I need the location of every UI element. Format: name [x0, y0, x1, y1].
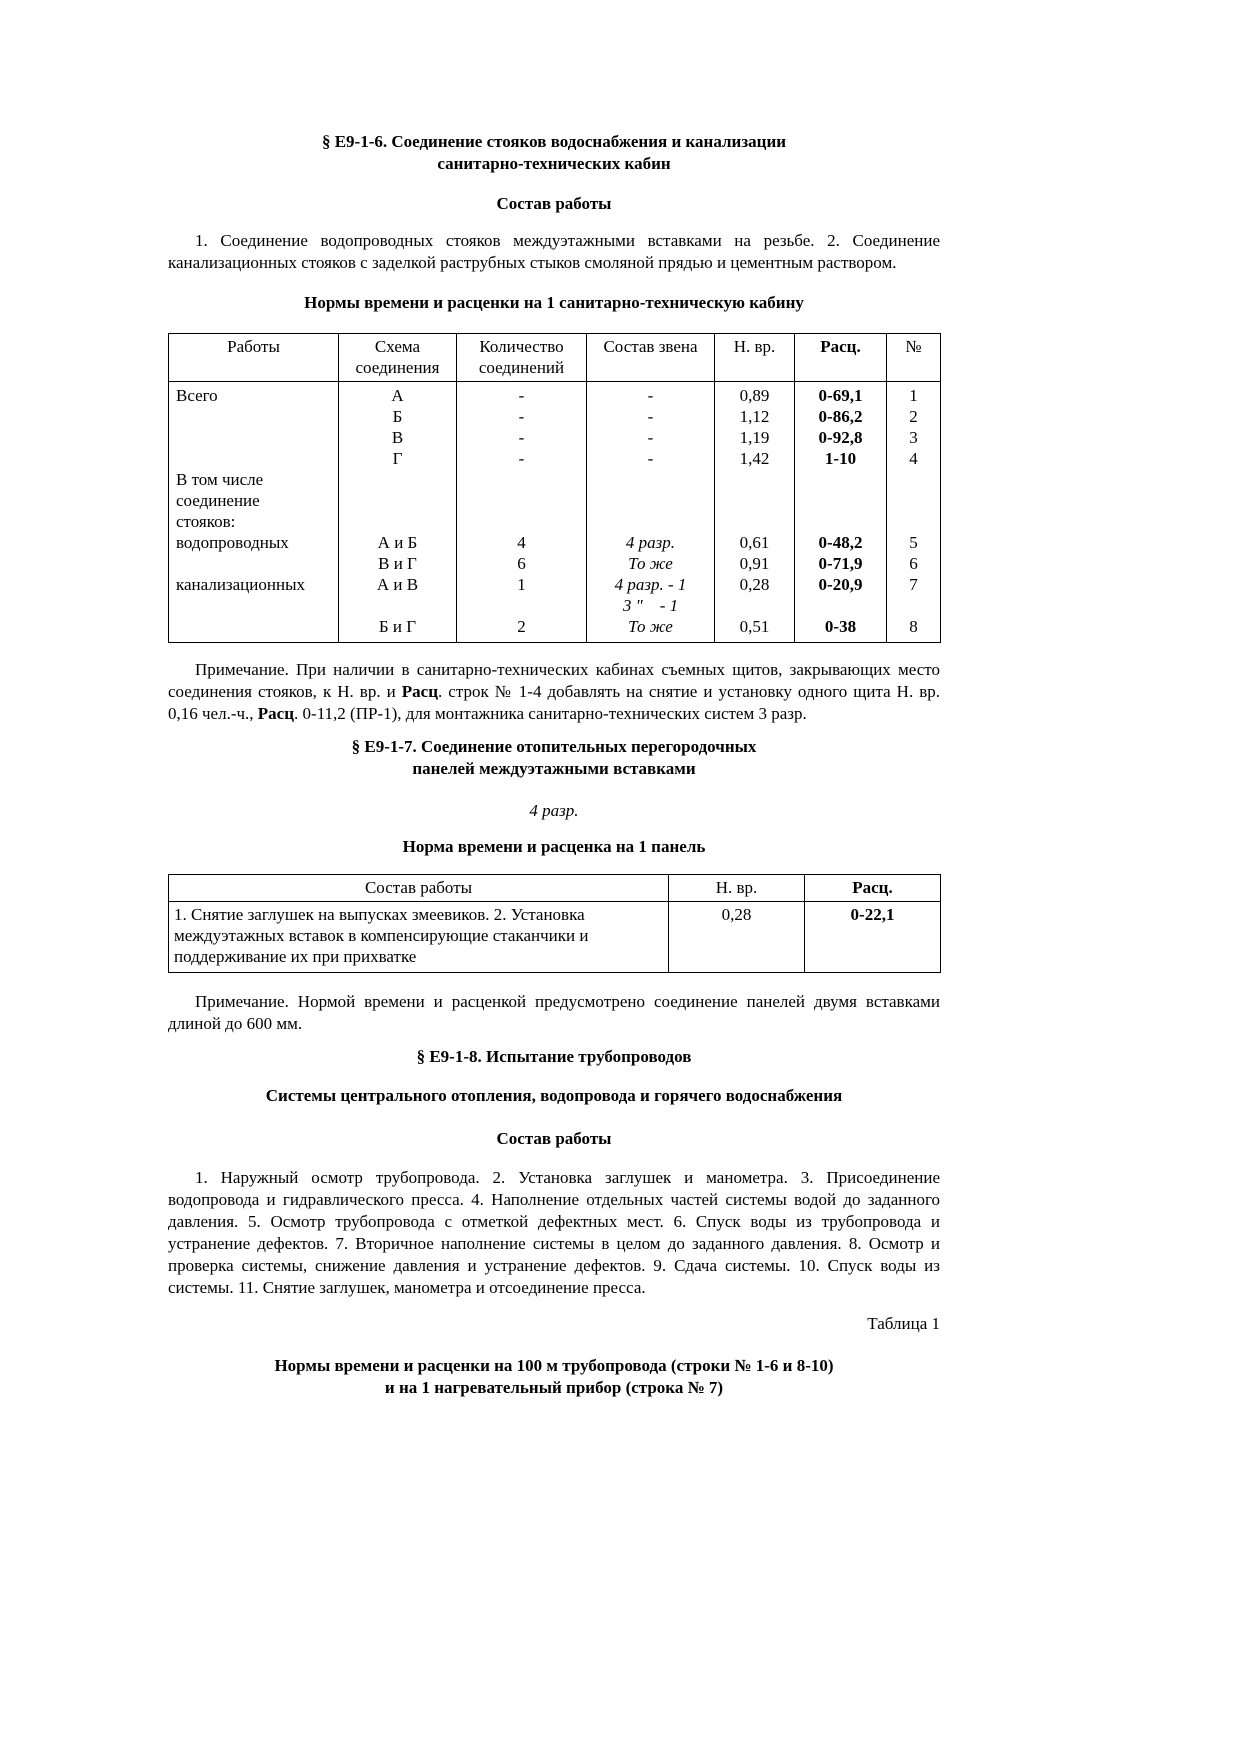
- table-row: [169, 406, 941, 427]
- table1-col-number: №: [887, 334, 941, 382]
- cell-connection-count: 1: [457, 574, 587, 595]
- section-e9-1-7-heading: [168, 736, 940, 780]
- table-row: [169, 553, 941, 574]
- cell-crew: [587, 490, 715, 511]
- cell-crew: 4 разр. - 1: [587, 574, 715, 595]
- cell-crew: [587, 469, 715, 490]
- cell-works: [169, 427, 339, 448]
- cell-rate: 0-38: [795, 616, 887, 643]
- cell-row-number: 4: [887, 448, 941, 469]
- cell-time-norm: 1,42: [715, 448, 795, 469]
- table1-col-scheme: Схема соединения: [339, 334, 457, 382]
- cell-works: стояков:: [169, 511, 339, 532]
- cell-crew: -: [587, 406, 715, 427]
- table-row: [169, 574, 941, 595]
- table1-col-connection-count: Количество соединений: [457, 334, 587, 382]
- cell-crew: [587, 511, 715, 532]
- cell-scheme: Г: [339, 448, 457, 469]
- cell-connection-count: 2: [457, 616, 587, 643]
- sec1-work-composition-paragraph: 1. Соединение водопроводных стояков междуэтажными вставками на резьбе. 2. Соединение канализационных стояков с заделкой раструбных стыков смоляной прядью и цементным раствором.: [168, 231, 940, 272]
- cell-connection-count: -: [457, 427, 587, 448]
- table1-col-time-norm: Н. вр.: [715, 334, 795, 382]
- cell-works: В том числе: [169, 469, 339, 490]
- cell-connection-count: 6: [457, 553, 587, 574]
- section-e9-1-6-heading-line-1: § Е9-1-6. Соединение стояков водоснабжения и канализации: [321, 132, 787, 151]
- cell-row-number: 6: [887, 553, 941, 574]
- cell-rate: 0-20,9: [795, 574, 887, 595]
- cell-scheme: [339, 511, 457, 532]
- cell-crew: -: [587, 427, 715, 448]
- table-row: [169, 595, 941, 616]
- section-e9-1-8-heading: § Е9-1-8. Испытание трубопроводов: [416, 1047, 692, 1066]
- table-row: [169, 616, 941, 643]
- cell-time-norm: 0,28: [669, 902, 805, 973]
- cell-row-number: 1: [887, 382, 941, 407]
- table2-col-rate: Расц.: [805, 875, 941, 902]
- table-row: [169, 511, 941, 532]
- cell-connection-count: -: [457, 448, 587, 469]
- cell-time-norm: 0,51: [715, 616, 795, 643]
- cell-crew: 3 " - 1: [587, 595, 715, 616]
- note-1-bold-rasc-1: Расц: [401, 682, 438, 701]
- cell-crew: 4 разр.: [587, 532, 715, 553]
- section-e9-1-6-heading-line-2: санитарно-технических кабин: [437, 154, 671, 173]
- table-row: [169, 490, 941, 511]
- cell-works: [169, 448, 339, 469]
- cell-row-number: [887, 490, 941, 511]
- cell-works: [169, 553, 339, 574]
- cell-time-norm: [715, 595, 795, 616]
- table1-body: [169, 382, 941, 643]
- cell-time-norm: 0,89: [715, 382, 795, 407]
- cell-works: Всего: [169, 382, 339, 407]
- table1-header-row: [169, 334, 941, 382]
- cell-row-number: [887, 511, 941, 532]
- cell-connection-count: 4: [457, 532, 587, 553]
- table1-col-crew: Состав звена: [587, 334, 715, 382]
- note-1-text-b: . строк № 1-4 добавлять на снятие и установку одного щита Н. вр. 0,16 чел.-ч.,: [168, 682, 940, 723]
- note-1-bold-rasc-2: Расц: [257, 704, 295, 723]
- norms-and-rates-table: [168, 333, 941, 643]
- cell-scheme: [339, 469, 457, 490]
- cell-connection-count: [457, 490, 587, 511]
- table-row: [169, 469, 941, 490]
- table2-header-row: [169, 875, 941, 902]
- cell-works: [169, 406, 339, 427]
- cell-works: канализационных: [169, 574, 339, 595]
- section-e9-1-7-heading-line-1: § Е9-1-7. Соединение отопительных перегородочных: [351, 737, 757, 756]
- cell-time-norm: [715, 469, 795, 490]
- cell-rate: 0-71,9: [795, 553, 887, 574]
- cell-crew: То же: [587, 553, 715, 574]
- cell-time-norm: 0,91: [715, 553, 795, 574]
- table-row: [169, 532, 941, 553]
- cell-crew: -: [587, 382, 715, 407]
- cell-row-number: 2: [887, 406, 941, 427]
- cell-rate: 0-69,1: [795, 382, 887, 407]
- cell-rate: 0-92,8: [795, 427, 887, 448]
- cell-rate: 0-48,2: [795, 532, 887, 553]
- table2-body: [169, 902, 941, 973]
- cell-row-number: 5: [887, 532, 941, 553]
- cell-connection-count: [457, 511, 587, 532]
- cell-works: [169, 616, 339, 643]
- table-row: [169, 382, 941, 407]
- cell-connection-count: -: [457, 382, 587, 407]
- next-table-heading-line-2: и на 1 нагревательный прибор (строка № 7): [384, 1378, 724, 1397]
- cell-scheme: В и Г: [339, 553, 457, 574]
- table2-col-time-norm: Н. вр.: [669, 875, 805, 902]
- cell-works: [169, 595, 339, 616]
- table2-title: Норма времени и расценка на 1 панель: [402, 837, 706, 856]
- sec2-razryad-label: 4 разр.: [529, 801, 579, 820]
- cell-crew: -: [587, 448, 715, 469]
- cell-row-number: 8: [887, 616, 941, 643]
- cell-rate: [795, 595, 887, 616]
- cell-time-norm: [715, 511, 795, 532]
- note-1-text-a: Примечание. При наличии в санитарно-технических кабинах съемных щитов, закрывающих место соединения стояков, к Н. вр. и: [168, 660, 940, 701]
- table1-title: Нормы времени и расценки на 1 санитарно-техническую кабину: [304, 293, 804, 312]
- cell-work-composition: 1. Снятие заглушек на выпусках змеевиков. 2. Установка междуэтажных вставок в компенсирующие стаканчики и поддерживание их при прихватке: [169, 902, 669, 973]
- cell-rate: 0-86,2: [795, 406, 887, 427]
- note-1-text-c: . 0-11,2 (ПР-1), для монтажника санитарно-технических систем 3 разр.: [294, 704, 807, 723]
- cell-rate: [795, 511, 887, 532]
- table-row: [169, 427, 941, 448]
- cell-rate: 1-10: [795, 448, 887, 469]
- table-row: [169, 902, 941, 973]
- cell-row-number: 7: [887, 574, 941, 595]
- cell-row-number: 3: [887, 427, 941, 448]
- note-2-paragraph: Примечание. Нормой времени и расценкой предусмотрено соединение панелей двумя вставками длиной до 600 мм.: [168, 992, 940, 1033]
- cell-rate: [795, 490, 887, 511]
- sec3-work-composition-heading: Состав работы: [496, 1129, 612, 1148]
- cell-crew: То же: [587, 616, 715, 643]
- cell-scheme: Б: [339, 406, 457, 427]
- sec3-work-composition-paragraph: 1. Наружный осмотр трубопровода. 2. Установка заглушек и манометра. 3. Присоединение водопровода и гидравлического пресса. 4. Наполнение отдельных частей системы водой до заданного давления. 5. Осмотр трубопровода с отметкой дефектных мест. 6. Спуск воды из трубопровода и устранение дефектов. 7. Вторичное наполнение системы в целом до заданного давления. 8. Осмотр и проверка системы, снижение давления и устранение дефектов. 9. Сдача системы. 10. Спуск воды из системы. 11. Снятие заглушек, манометра и отсоединение пресса.: [168, 1168, 940, 1297]
- table-1-label: Таблица 1: [867, 1314, 940, 1333]
- cell-scheme: [339, 595, 457, 616]
- cell-time-norm: 1,19: [715, 427, 795, 448]
- next-table-heading: [168, 1355, 940, 1399]
- section-e9-1-6-heading: [168, 131, 940, 175]
- cell-scheme: А и Б: [339, 532, 457, 553]
- cell-time-norm: [715, 490, 795, 511]
- cell-row-number: [887, 469, 941, 490]
- cell-row-number: [887, 595, 941, 616]
- cell-scheme: А: [339, 382, 457, 407]
- cell-works: соединение: [169, 490, 339, 511]
- next-table-heading-line-1: Нормы времени и расценки на 100 м трубопровода (строки № 1-6 и 8-10): [274, 1356, 834, 1375]
- note-1-paragraph: [168, 659, 940, 725]
- section-e9-1-7-heading-line-2: панелей междуэтажными вставками: [412, 759, 696, 778]
- cell-connection-count: -: [457, 406, 587, 427]
- cell-scheme: В: [339, 427, 457, 448]
- cell-connection-count: [457, 595, 587, 616]
- cell-works: водопроводных: [169, 532, 339, 553]
- table2-col-work-composition: Состав работы: [169, 875, 669, 902]
- table1-col-works: Работы: [169, 334, 339, 382]
- cell-scheme: А и В: [339, 574, 457, 595]
- panel-norm-table: [168, 874, 941, 973]
- table-row: [169, 448, 941, 469]
- cell-scheme: [339, 490, 457, 511]
- sec1-work-composition-heading: Состав работы: [496, 194, 612, 213]
- cell-time-norm: 1,12: [715, 406, 795, 427]
- table1-col-rate: Расц.: [795, 334, 887, 382]
- cell-connection-count: [457, 469, 587, 490]
- sec3-systems-subtitle: Системы центрального отопления, водопровода и горячего водоснабжения: [265, 1086, 843, 1105]
- cell-rate: [795, 469, 887, 490]
- cell-rate: 0-22,1: [805, 902, 941, 973]
- cell-scheme: Б и Г: [339, 616, 457, 643]
- cell-time-norm: 0,28: [715, 574, 795, 595]
- cell-time-norm: 0,61: [715, 532, 795, 553]
